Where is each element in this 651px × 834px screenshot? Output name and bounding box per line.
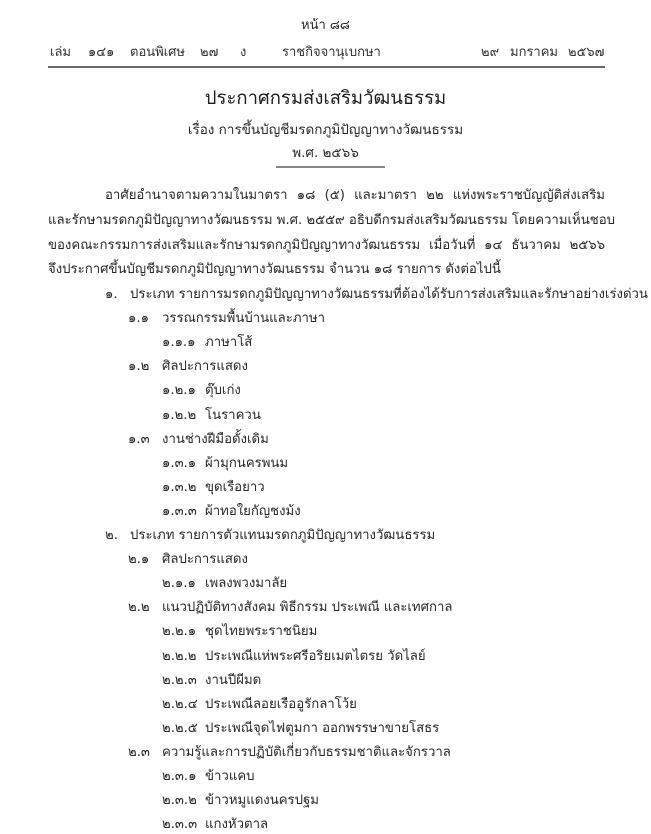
- outline-item-number: ๑.๓.๒: [162, 480, 197, 495]
- outline-item-number: ๒.๒.๒: [162, 649, 197, 664]
- outline-item-text: ศิลปะการแสดง: [162, 359, 248, 374]
- outline-item-number: ๒.๓.๒: [162, 793, 197, 808]
- outline-item-text: ข้าวหมูแดงนครปฐม: [205, 793, 319, 808]
- outline-item-number: ๑.๓: [128, 432, 150, 447]
- outline-item-text: แนวปฏิบัติทางสังคม พิธีกรรม ประเพณี และเทศกาล: [162, 600, 453, 615]
- outline-item-text: ขุดเรือยาว: [205, 480, 265, 495]
- outline-item-number: ๑.๒.๑: [162, 383, 196, 398]
- gazette-name: ราชกิจจานุเบกษา: [282, 45, 381, 60]
- outline-item-text: ภาษาโส้: [205, 335, 253, 350]
- outline-item-text: โนราควน: [205, 408, 261, 423]
- outline-item-text: ข้าวแคบ: [205, 769, 255, 784]
- outline-item-text: วรรณกรรมพื้นบ้านและภาษา: [162, 311, 326, 326]
- outline-item-number: ๒.๒.๓: [162, 673, 197, 688]
- outline-item-number: ๒.: [105, 528, 118, 543]
- outline-item-text: งานปีผีมด: [205, 673, 262, 688]
- outline-item-text: ความรู้และการปฏิบัติเกี่ยวกับธรรมชาติและจักรวาล: [162, 745, 451, 760]
- preamble-line: และรักษามรดกภูมิปัญญาทางวัฒนธรรม พ.ศ. ๒๕๕๙ อธิบดีกรมส่งเสริมวัฒนธรรม โดยความเห็นชอบ: [48, 213, 615, 228]
- outline-item-number: ๒.๑.๑: [162, 576, 196, 591]
- outline-item-text: งานช่างฝีมือดั้งเดิม: [162, 432, 269, 447]
- outline-item-number: ๒.๓.๑: [162, 769, 197, 784]
- page-number: หน้า ๘๘: [301, 18, 350, 33]
- title-divider: [276, 166, 385, 168]
- document-title: ประกาศกรมส่งเสริมวัฒนธรรม: [204, 88, 447, 109]
- volume-number: ๑๔๑: [88, 45, 115, 60]
- preamble-line: อาศัยอำนาจตามความในมาตรา ๑๘ (๕) และมาตรา ๒๒ แห่งพระราชบัญญัติส่งเสริม: [105, 188, 605, 203]
- section-letter: ง: [240, 45, 247, 60]
- date-month: มกราคม: [510, 45, 558, 60]
- preamble-line: ของคณะกรรมการส่งเสริมและรักษามรดกภูมิปัญญาทางวัฒนธรรม เมื่อวันที่ ๑๔ ธันวาคม ๒๕๖๖: [48, 238, 605, 253]
- outline-item-number: ๑.๒.๒: [162, 408, 197, 423]
- outline-item-text: ศิลปะการแสดง: [162, 552, 248, 567]
- outline-item-text: ประเพณีลอยเรืออูรักลาโว้ย: [205, 697, 357, 712]
- document-year: พ.ศ. ๒๕๖๖: [292, 145, 359, 161]
- outline-item-text: ประเภท รายการมรดกภูมิปัญญาทางวัฒนธรรมที่ต้องได้รับการส่งเสริมและรักษาอย่างเร่งด่วน: [130, 287, 648, 302]
- preamble-line: จึงประกาศขึ้นบัญชีมรดกภูมิปัญญาทางวัฒนธรรม จำนวน ๑๘ รายการ ดังต่อไปนี้: [48, 262, 501, 277]
- outline-item-number: ๒.๑: [128, 552, 150, 567]
- date-day: ๒๙: [481, 45, 500, 60]
- outline-item-number: ๒.๒.๕: [162, 721, 198, 736]
- volume-label: เล่ม: [50, 45, 71, 60]
- outline-item-number: ๒.๒: [128, 600, 150, 615]
- outline-item-text: ตุ๊บเก่ง: [205, 383, 241, 398]
- outline-item-text: ชุดไทยพระราชนิยม: [205, 624, 318, 639]
- outline-item-text: แกงหัวตาล: [205, 817, 269, 832]
- outline-item-number: ๑.๓.๑: [162, 456, 197, 471]
- outline-item-number: ๑.: [105, 287, 118, 302]
- section-label: ตอนพิเศษ: [130, 45, 185, 60]
- outline-item-text: ประเพณีแห่พระศรีอริยเมตไตรย วัดไลย์: [205, 649, 426, 664]
- outline-item-text: ประเภท รายการตัวแทนมรดกภูมิปัญญาทางวัฒนธรรม: [130, 528, 436, 543]
- outline-item-text: ผ้าทอใยกัญชงม้ง: [205, 504, 301, 519]
- outline-item-number: ๑.๓.๓: [162, 504, 197, 519]
- date-year: ๒๕๖๗: [568, 45, 605, 60]
- document-subject: เรื่อง การขึ้นบัญชีมรดกภูมิปัญญาทางวัฒนธรรม: [187, 122, 464, 138]
- outline-item-number: ๑.๑.๑: [162, 335, 196, 350]
- outline-item-number: ๒.๒.๔: [162, 697, 198, 712]
- outline-item-text: ผ้ามุกนครพนม: [205, 456, 289, 471]
- section-number: ๒๗: [200, 45, 219, 60]
- outline-item-text: เพลงพวงมาลัย: [205, 576, 288, 591]
- outline-item-text: ประเพณีจุดไฟตูมกา ออกพรรษาขายโสธร: [205, 721, 440, 736]
- outline-item-number: ๑.๒: [128, 359, 150, 374]
- outline-item-number: ๑.๑: [128, 311, 149, 326]
- outline-item-number: ๒.๓: [128, 745, 150, 760]
- outline-item-number: ๒.๓.๓: [162, 817, 198, 832]
- header-rule: [48, 66, 605, 68]
- outline-item-number: ๒.๒.๑: [162, 624, 197, 639]
